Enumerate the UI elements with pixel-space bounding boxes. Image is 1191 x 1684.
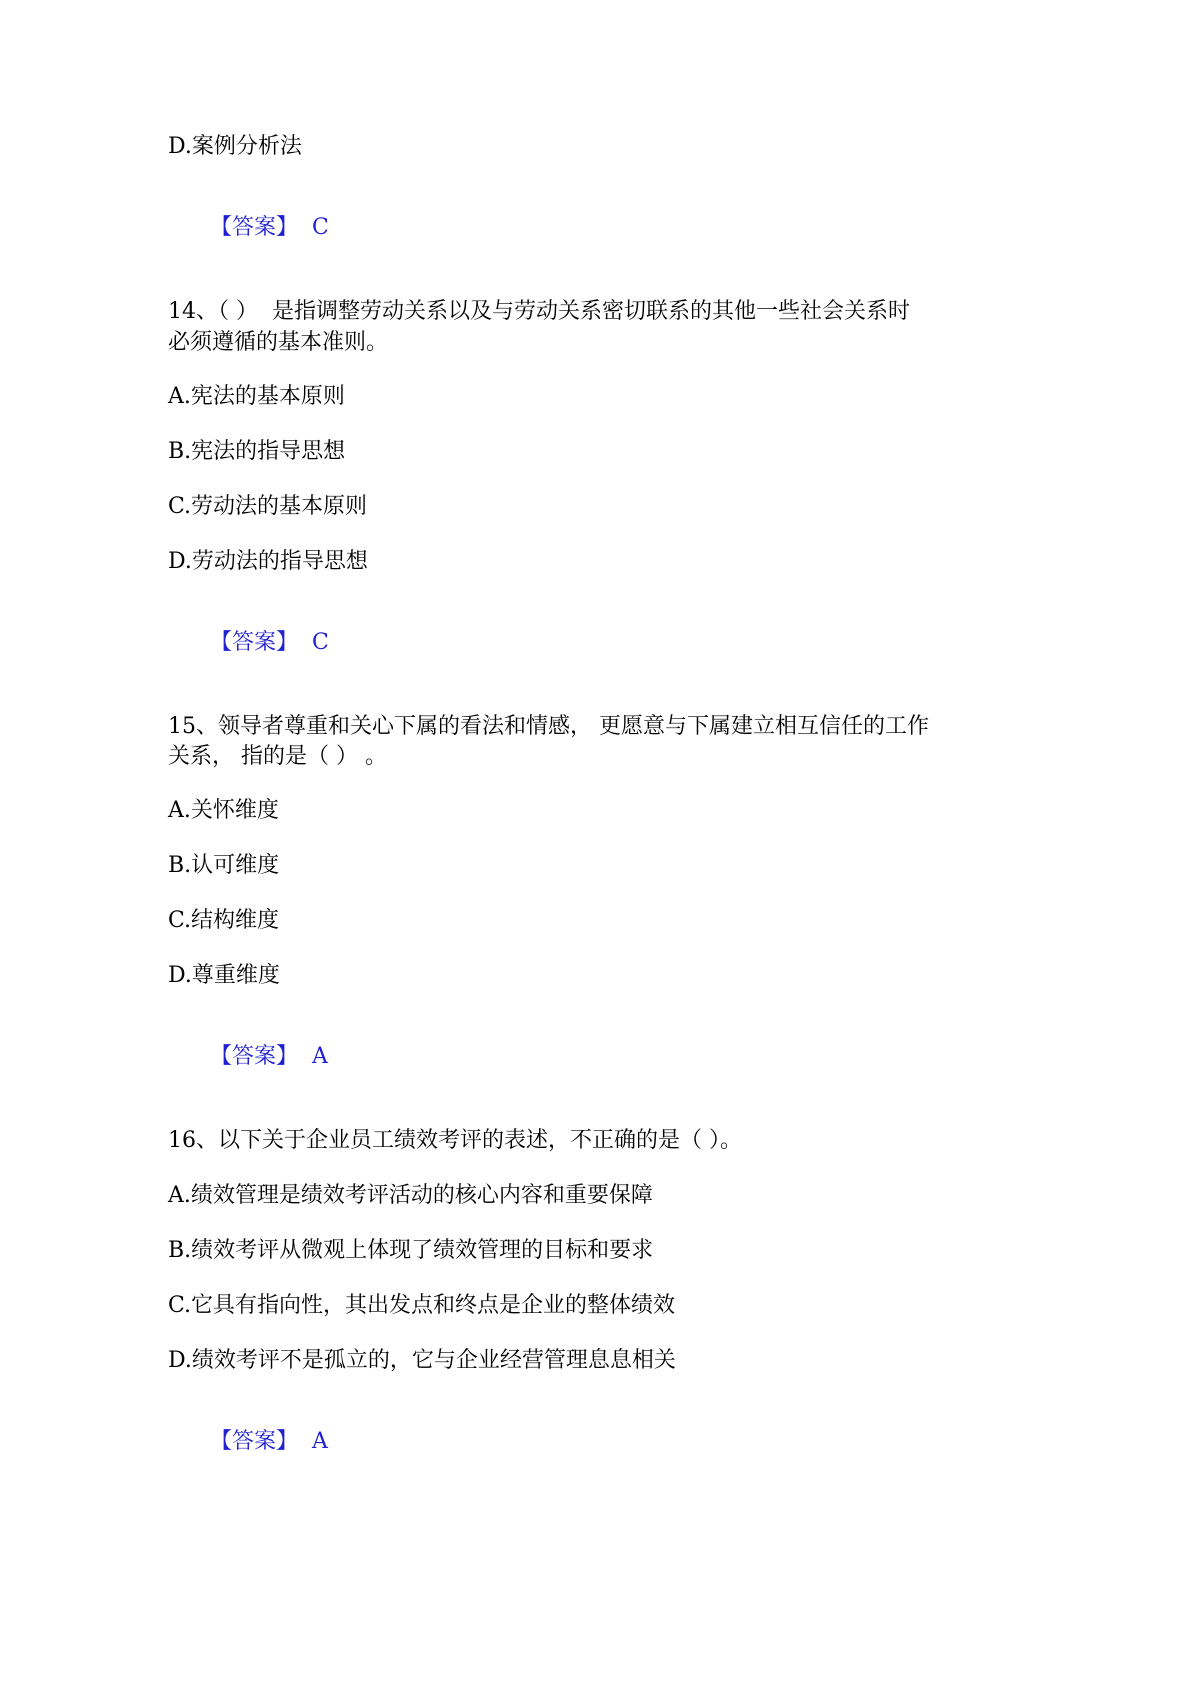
answer-label: 【答案】: [209, 1044, 298, 1069]
option-b: B.宪法的指导思想: [168, 439, 346, 464]
option-d: D.劳动法的指导思想: [168, 549, 368, 574]
option-b: B.认可维度: [168, 853, 280, 878]
option-d: D.绩效考评不是孤立的，它与企业经营管理息息相关: [168, 1348, 676, 1373]
option-a: A.绩效管理是绩效考评活动的核心内容和重要保障: [168, 1183, 653, 1208]
answer-line: [168, 1403, 328, 1454]
answer-line: [168, 1018, 328, 1069]
option-a: A.宪法的基本原则: [168, 384, 345, 409]
answer-value: A: [311, 1429, 328, 1454]
answer-label: 【答案】: [209, 1429, 298, 1454]
question-stem-line: 15、领导者尊重和关心下属的看法和情感， 更愿意与下属建立相互信任的工作: [168, 714, 929, 739]
option-c: C.劳动法的基本原则: [168, 494, 368, 519]
option-b: B.绩效考评从微观上体现了绩效管理的目标和要求: [168, 1238, 654, 1263]
answer-line: [168, 189, 329, 240]
answer-label: 【答案】: [209, 630, 298, 655]
answer-value: C: [311, 215, 329, 240]
question-stem-line: 14、（ ） 是指调整劳动关系以及与劳动关系密切联系的其他一些社会关系时: [168, 299, 910, 324]
option-c: C.结构维度: [168, 908, 280, 933]
question-stem-line: 关系， 指的是（ ） 。: [168, 744, 387, 769]
option-d: D.案例分析法: [168, 134, 302, 159]
answer-label: 【答案】: [209, 215, 298, 240]
option-d: D.尊重维度: [168, 963, 280, 988]
question-stem-line: 必须遵循的基本准则。: [168, 330, 389, 355]
option-c: C.它具有指向性，其出发点和终点是企业的整体绩效: [168, 1293, 676, 1318]
option-a: A.关怀维度: [168, 798, 279, 823]
answer-value: A: [311, 1044, 328, 1069]
answer-value: C: [311, 630, 329, 655]
question-stem-line: 16、以下关于企业员工绩效考评的表述，不正确的是（ ）。: [168, 1128, 742, 1153]
answer-line: [168, 604, 329, 655]
